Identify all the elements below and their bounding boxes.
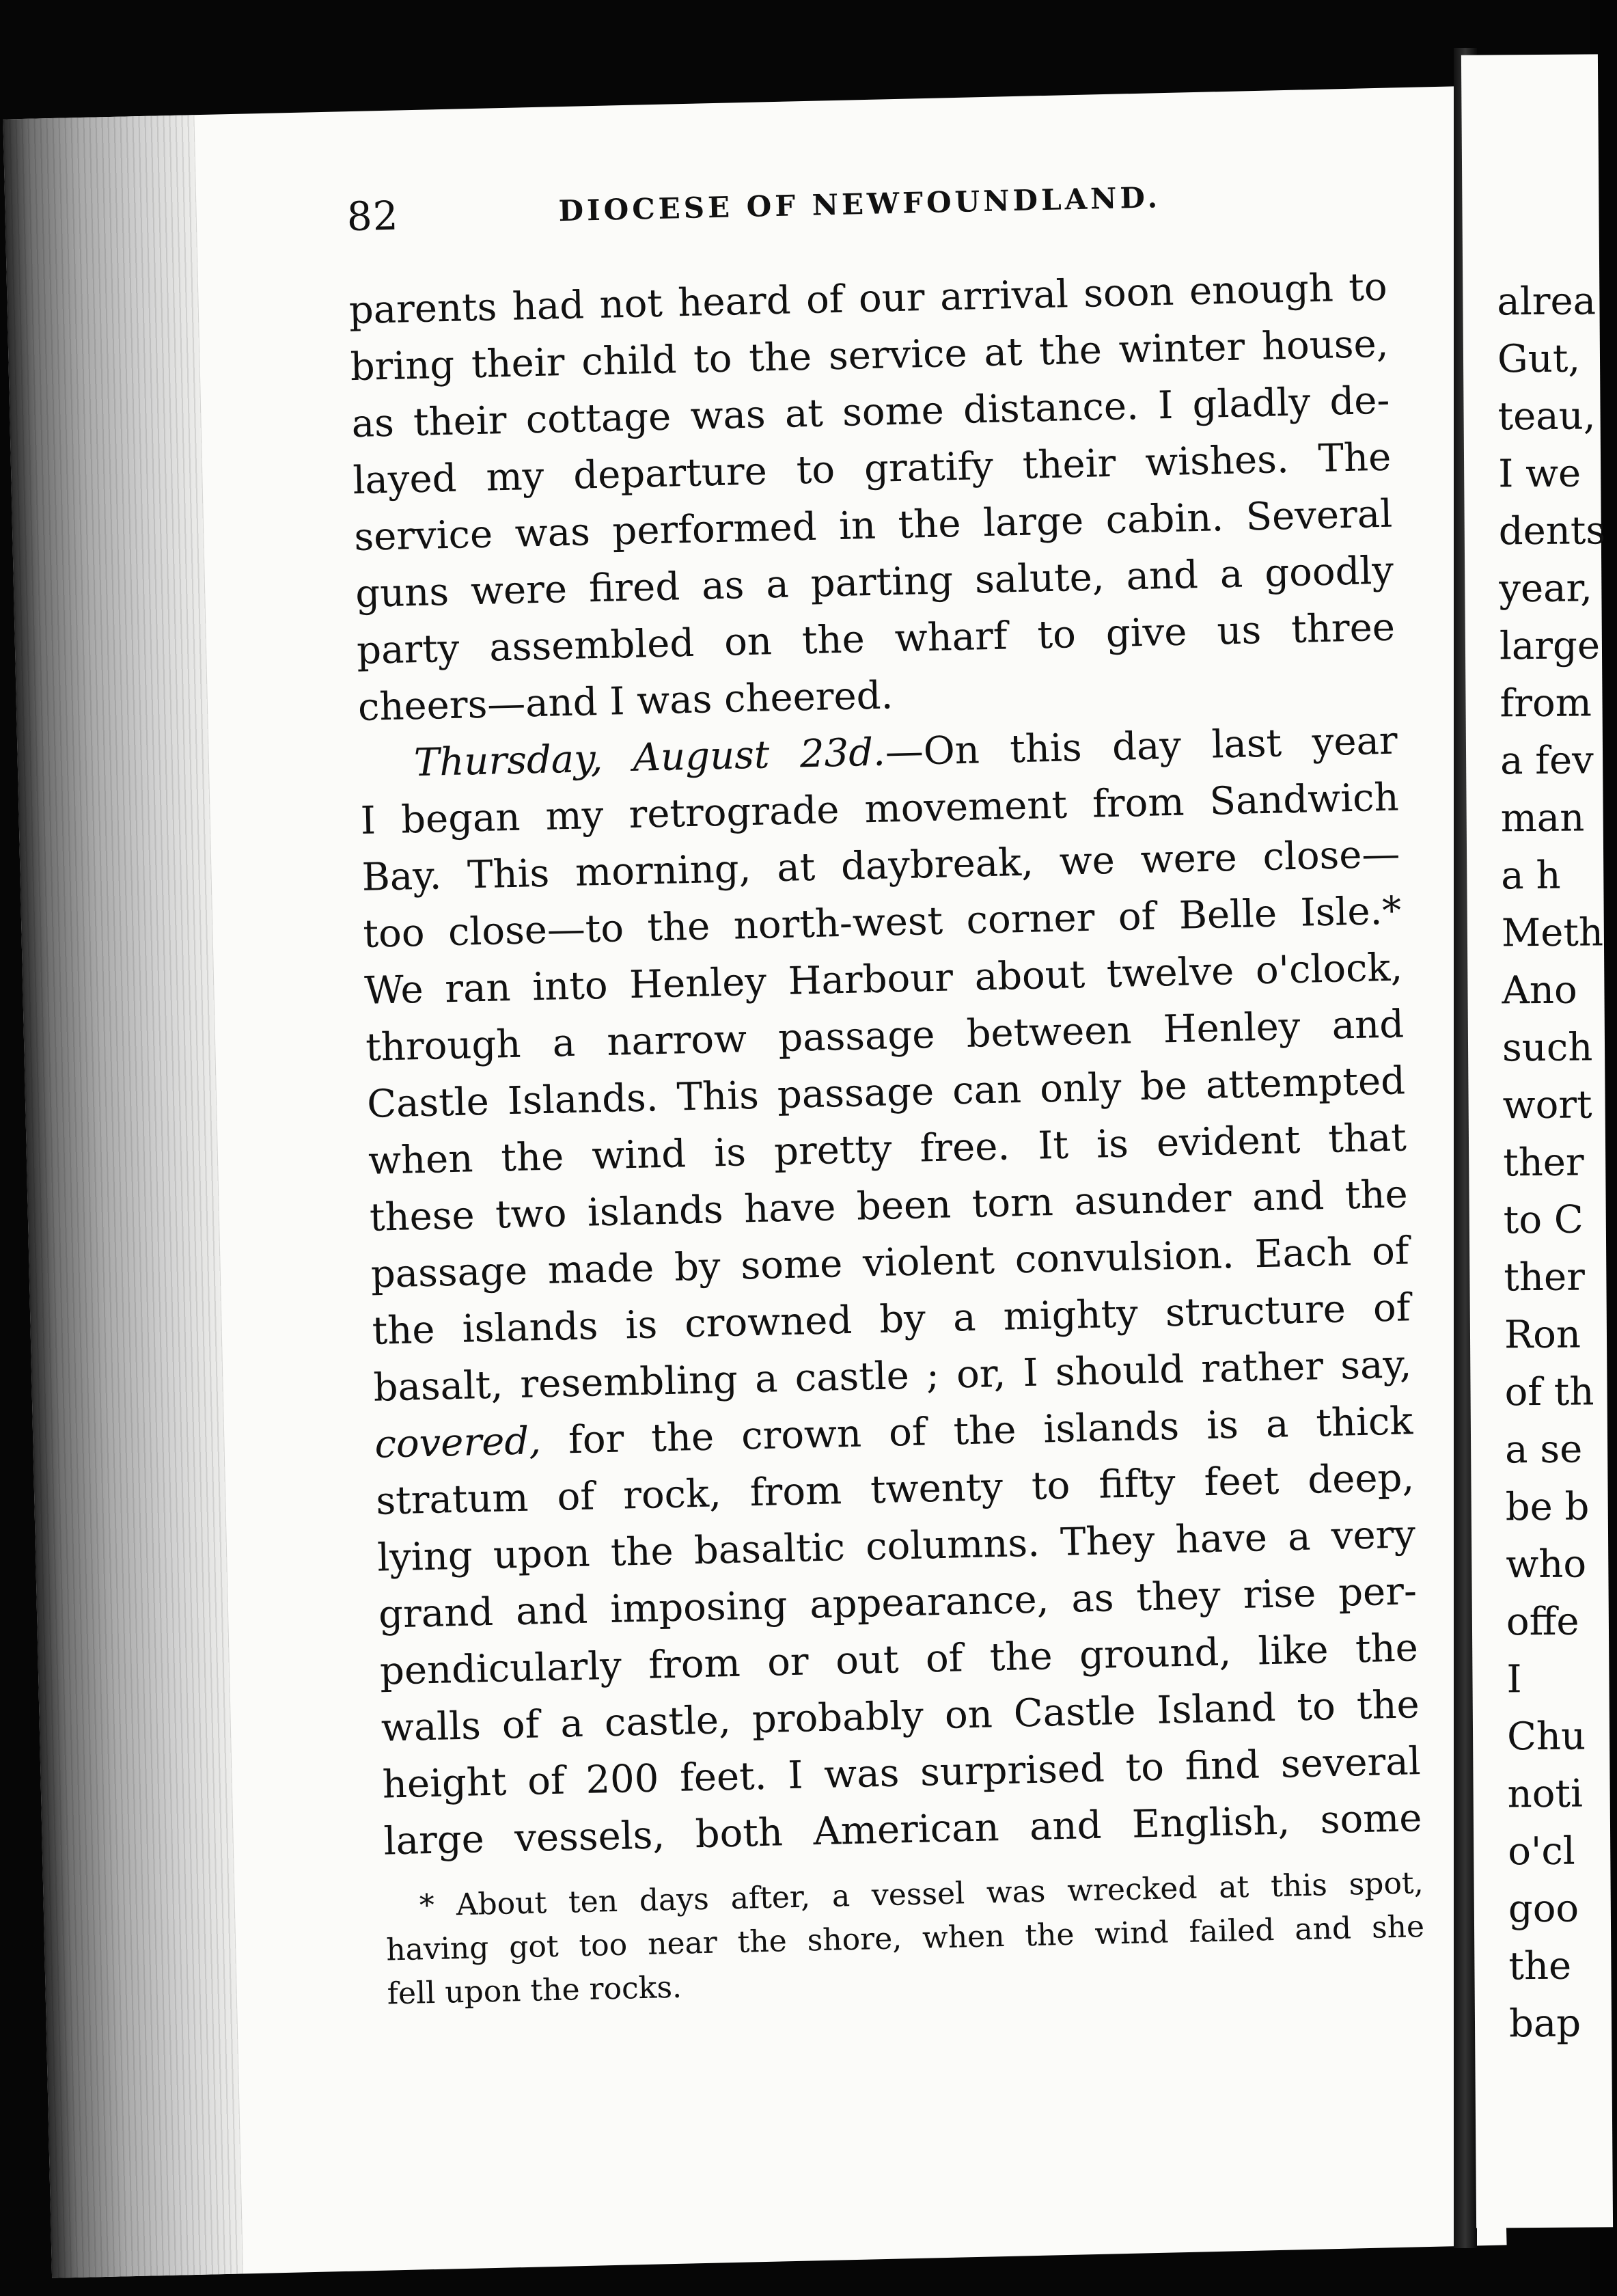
right-line: Meth xyxy=(1501,910,1604,956)
footnote-line: * About ten days after, a vessel was wrecked at this spot, xyxy=(419,1866,1424,1924)
right-line: Ano xyxy=(1502,968,1577,1013)
covered-line-rest: for the crown of the islands is a thick xyxy=(540,1399,1413,1464)
body-line: height of 200 feet. I was surprised to find several xyxy=(382,1739,1422,1807)
right-line: bap xyxy=(1508,2001,1581,2047)
body-line: these two islands have been torn asunder and the xyxy=(369,1172,1409,1240)
body-line: the islands is crowned by a mighty structure of xyxy=(372,1285,1411,1354)
right-line: ther xyxy=(1502,1140,1584,1186)
body-line: passage made by some violent convulsion. Each of xyxy=(370,1229,1410,1297)
paragraph-1 xyxy=(348,259,1397,736)
right-line: large xyxy=(1499,623,1601,669)
right-line: from xyxy=(1499,681,1592,726)
body-line: grand and imposing appearance, as they rise per- xyxy=(378,1569,1418,1637)
footnote-line: fell upon the rocks. xyxy=(387,1969,682,2012)
left-page xyxy=(3,86,1506,2278)
right-line: such xyxy=(1502,1025,1593,1071)
right-line: I xyxy=(1506,1657,1522,1702)
right-page xyxy=(1461,54,1613,2228)
paragraph-2 xyxy=(359,713,1422,1870)
page-edge-lines xyxy=(3,115,243,2278)
body-line: layed my departure to gratify their wishes. The xyxy=(352,435,1392,504)
body-line: basalt, resembling a castle ; or, I should rather say, xyxy=(372,1342,1413,1410)
emphasis-covered: covered, xyxy=(374,1419,542,1467)
right-line: Ron xyxy=(1504,1312,1581,1358)
body-line: service was performed in the large cabin. Several xyxy=(353,491,1393,560)
right-line: who xyxy=(1506,1542,1587,1587)
body-line: party assembled on the wharf to give us three xyxy=(356,605,1396,674)
right-line: man xyxy=(1500,795,1585,841)
body-line: parents had not heard of our arrival soon enough to xyxy=(348,264,1388,333)
right-line: Chu xyxy=(1506,1714,1586,1760)
footnote-line: having got too near the shore, when the wind failed and she xyxy=(385,1909,1425,1968)
body-line: Bay. This morning, at daybreak, we were close— xyxy=(361,832,1401,900)
right-line: be b xyxy=(1505,1484,1590,1530)
body-line: large vessels, both American and English, some xyxy=(383,1796,1423,1864)
body-line: walls of a castle, probably on Castle Island to the xyxy=(381,1682,1420,1751)
right-line: a se xyxy=(1504,1427,1583,1473)
right-line: goo xyxy=(1508,1886,1579,1932)
right-line: the xyxy=(1508,1943,1572,1989)
footnote xyxy=(385,1861,1426,2016)
body-line: when the wind is pretty free. It is evident that xyxy=(368,1115,1407,1184)
right-line: to C xyxy=(1503,1197,1584,1243)
right-line: wort xyxy=(1502,1082,1592,1128)
date-line-rest: —On this day last year xyxy=(885,718,1398,775)
body-line: as their cottage was at some distance. I gladly de- xyxy=(350,378,1391,447)
body-line: guns were fired as a parting salute, and a goodly xyxy=(355,548,1394,617)
right-line: I we xyxy=(1497,451,1581,497)
body-line: Castle Islands. This passage can only be attempted xyxy=(366,1058,1406,1127)
body-line: through a narrow passage between Henley and xyxy=(365,1002,1405,1070)
running-head-title: DIOCESE OF NEWFOUNDLAND. xyxy=(558,180,1161,228)
right-page-text xyxy=(1497,273,1616,2053)
body-line: cheers—and I was cheered. xyxy=(357,673,894,730)
date-heading: Thursday, August 23d. xyxy=(413,730,886,786)
right-line: Gut, xyxy=(1497,336,1581,382)
page-number: 82 xyxy=(346,192,400,241)
text-block xyxy=(346,170,1426,2017)
body-line: lying upon the basaltic columns. They have a very xyxy=(376,1512,1416,1581)
body-line: I began my retrograde movement from Sandwich xyxy=(360,775,1400,843)
right-line: noti xyxy=(1507,1771,1584,1817)
body-line: too close—to the north-west corner of Belle Isle.* xyxy=(362,888,1402,957)
right-line: a h xyxy=(1501,853,1561,899)
right-line: of th xyxy=(1504,1369,1594,1415)
right-line: offe xyxy=(1506,1599,1579,1645)
body-line: We ran into Henley Harbour about twelve o'clock, xyxy=(363,945,1403,1013)
right-line: a fev xyxy=(1499,738,1594,784)
right-line: ther xyxy=(1504,1255,1586,1300)
body-line: stratum of rock, from twenty to fifty feet deep, xyxy=(375,1456,1415,1524)
right-line: teau, xyxy=(1497,394,1596,439)
running-head xyxy=(346,170,1386,255)
right-line: dents xyxy=(1498,508,1606,554)
right-line: o'cl xyxy=(1508,1829,1575,1874)
body-line: bring their child to the service at the winter house, xyxy=(350,321,1390,390)
right-line: year, xyxy=(1499,566,1593,612)
body-line: pendicularly from or out of the ground, like the xyxy=(379,1626,1419,1694)
right-line: alrea xyxy=(1497,279,1597,325)
